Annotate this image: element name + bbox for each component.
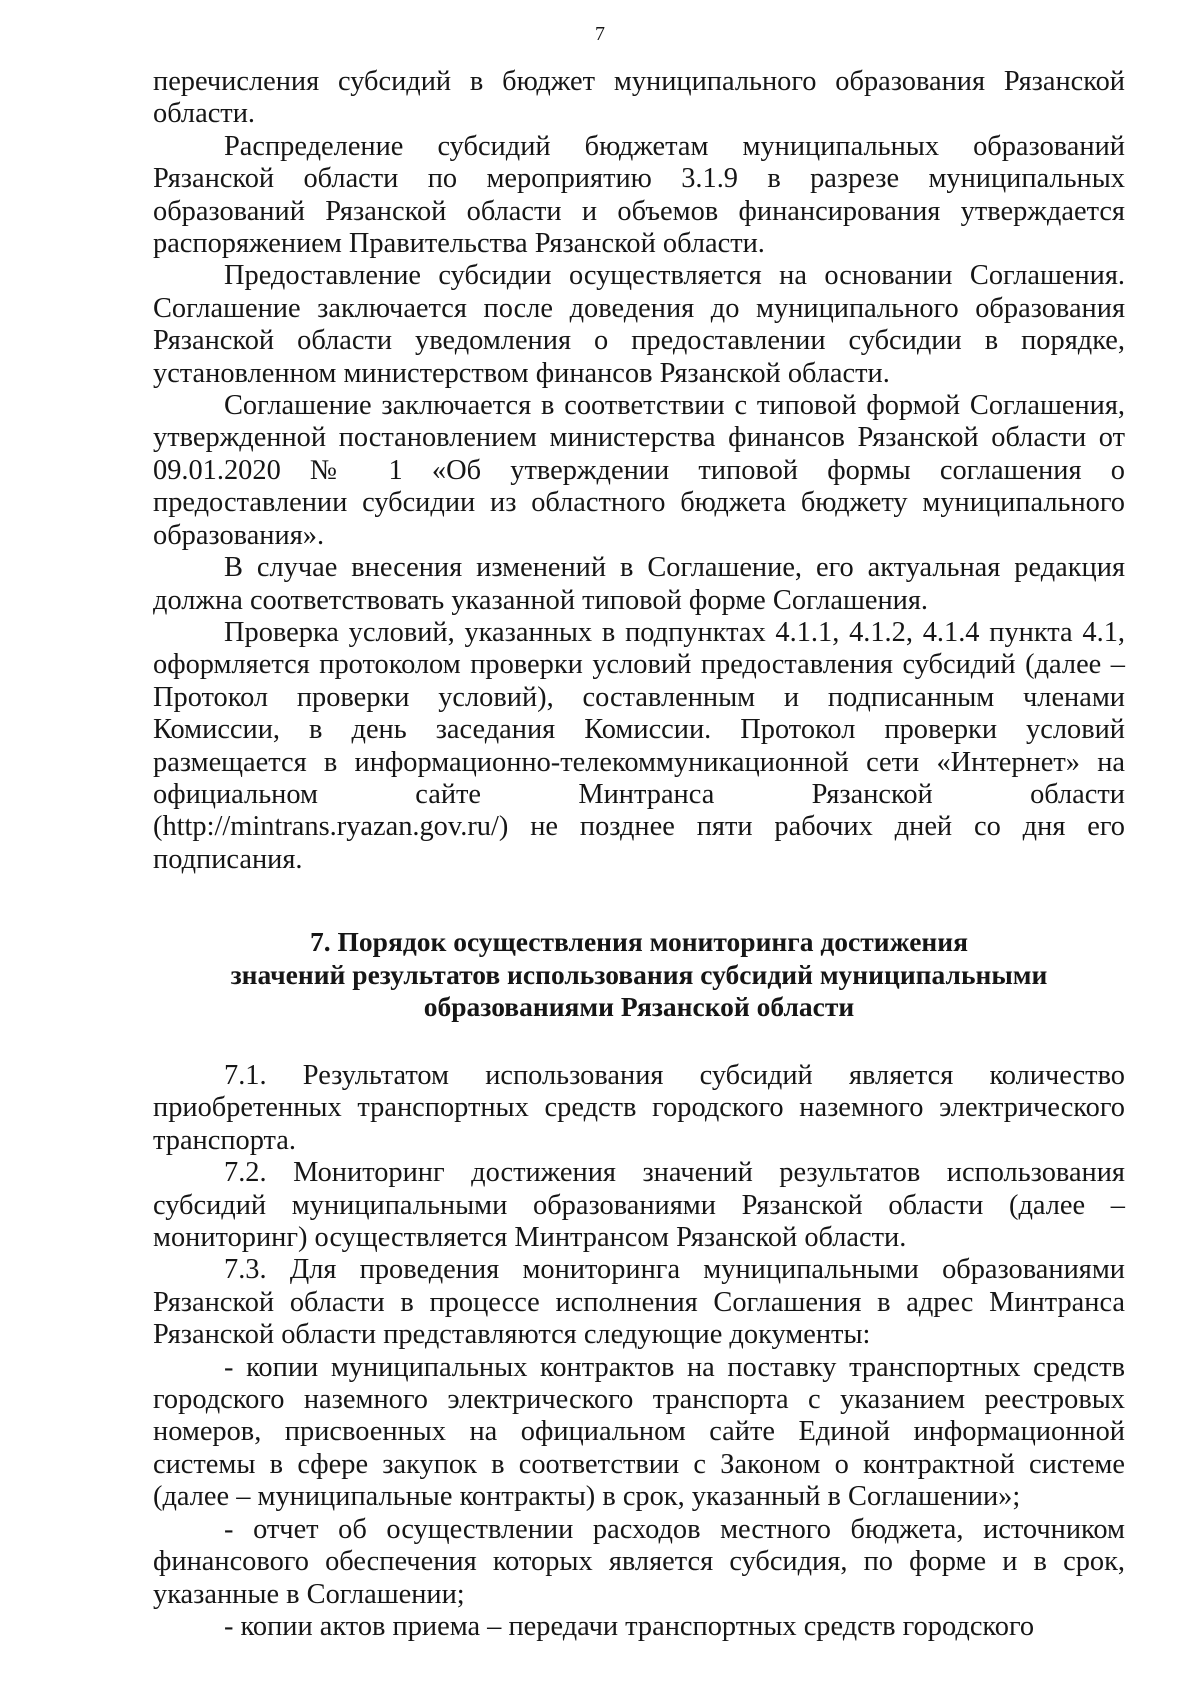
paragraph-verification: Проверка условий, указанных в подпунктах 4.1.1, 4.1.2, 4.1.4 пункта 4.1, оформляется протоколом проверки условий предоставления субсидий (далее – Протокол проверки условий), составленным и подписанным членами Комиссии, в день заседания Комиссии. Протокол проверки условий размещается в информационно-телекоммуникационной сети «Интернет» на официальном сайте Минтранса Рязанской области (http://mintrans.ryazan.gov.ru/) не позднее пяти рабочих дней со дня его подписания. [153,616,1125,875]
paragraph-amendments: В случае внесения изменений в Соглашение, его актуальная редакция должна соответствовать указанной типовой форме Соглашения. [153,552,1125,616]
clause-7-2: 7.2. Мониторинг достижения значений результатов использования субсидий муниципальными образованиями Рязанской области (далее – мониторинг) осуществляется Минтрансом Рязанской области. [153,1157,1125,1254]
paragraph-continuation: перечисления субсидий в бюджет муниципального образования Рязанской области. [153,66,1125,130]
section-heading [153,926,1125,1024]
body-text-bottom [153,1060,1125,1643]
body-text-top [153,66,1125,876]
list-item: - копии муниципальных контрактов на поставку транспортных средств городского наземного электрического транспорта с указанием реестровых номеров, присвоенных на официальном сайте Единой информационной системы в сфере закупок в соответствии с Законом о контрактной системе (далее – муниципальные контракты) в срок, указанный в Соглашении»; [153,1351,1125,1513]
page-number: 7 [595,23,605,45]
paragraph-distribution: Распределение субсидий бюджетам муниципальных образований Рязанской области по мероприятию 3.1.9 в разрезе муниципальных образований Рязанской области и объемов финансирования утверждается распоряжением Правительства Рязанской области. [153,130,1125,260]
clause-7-1: 7.1. Результатом использования субсидий является количество приобретенных транспортных средств городского наземного электрического транспорта. [153,1060,1125,1156]
clause-7-3: 7.3. Для проведения мониторинга муниципальными образованиями Рязанской области в процессе исполнения Соглашения в адрес Минтранса Рязанской области представляются следующие документы: [153,1254,1125,1351]
paragraph-agreement-form: Соглашение заключается в соответствии с типовой формой Соглашения, утвержденной постановлением министерства финансов Рязанской области от 09.01.2020 № 1 «Об утверждении типовой формы соглашения о предоставлении субсидии из областного бюджета бюджету муниципального образования». [153,390,1125,551]
section-heading-line: 7. Порядок осуществления мониторинга достижения [310,926,968,957]
list-item: - отчет об осуществлении расходов местного бюджета, источником финансового обеспечения которых является субсидия, по форме и в срок, указанные в Соглашении; [153,1513,1125,1610]
paragraph-provision: Предоставление субсидии осуществляется на основании Соглашения. Соглашение заключается после доведения до муниципального образования Рязанской области уведомления о предоставлении субсидии в порядке, установленном министерством финансов Рязанской области. [153,260,1125,389]
section-heading-line: образованиями Рязанской области [423,991,855,1022]
section-heading-line: значений результатов использования субсидий муниципальными [230,958,1048,990]
list-item: - копии актов приема – передачи транспортных средств городского [224,1610,1035,1642]
